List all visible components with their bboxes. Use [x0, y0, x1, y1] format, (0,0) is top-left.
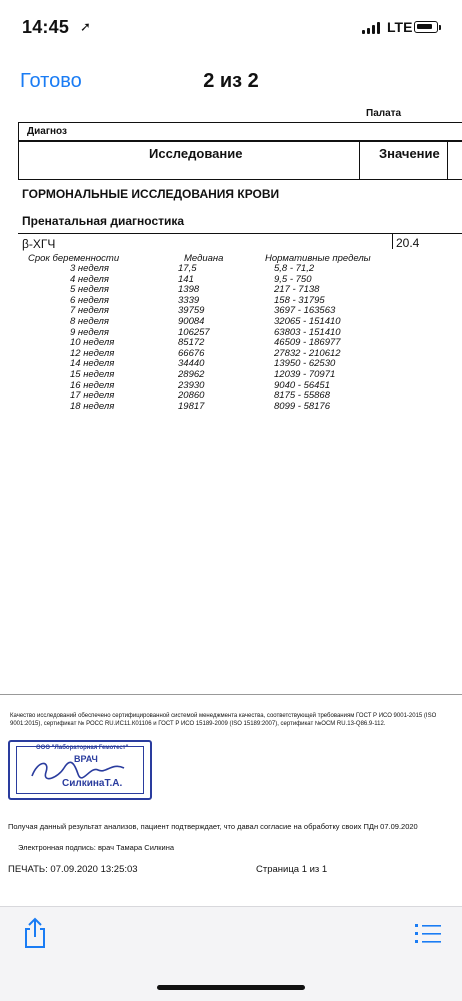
ward-label: Палата [366, 108, 402, 119]
diagnosis-label: Диагноз [27, 126, 67, 137]
test-name: β-ХГЧ [22, 237, 56, 251]
location-arrow-icon: ➚ [80, 19, 91, 34]
table-row: 15 неделя 28962 12039 - 70971 [70, 369, 336, 380]
subsection-title: Пренатальная диагностика [22, 214, 185, 228]
quality-note: Качество исследований обеспечено сертифицированной системой менеджмента качества, соответствующей требованиям ГОСТ Р ИСО 9001-2015 (ISO 9001:2015), сертификат № РОСС RU.ИС11.К01106 и ГОСТ Р ИСО 15189-2009 (ISO 15189:2007), сертификат №ОСМ RU.13-Q86.9-112. [10, 713, 437, 727]
document-page[interactable] [0, 106, 462, 906]
table-row: 3 неделя 17,5 5,8 - 71,2 [70, 263, 315, 274]
print-date: ПЕЧАТЬ: 07.09.2020 13:25:03 [8, 864, 138, 875]
col-value: Значение [379, 146, 440, 161]
col-study: Исследование [149, 146, 243, 161]
table-row: 10 неделя 85172 46509 - 186977 [70, 337, 341, 349]
table-row: 6 неделя 3339 158 - 31795 [70, 294, 325, 306]
table-row: 8 неделя 90084 32065 - 151410 [70, 316, 341, 327]
table-row: 9 неделя 106257 63803 - 151410 [70, 326, 341, 338]
status-bar [0, 0, 462, 56]
diagnosis-row [18, 122, 462, 142]
table-row: 18 неделя 19817 8099 - 58176 [70, 400, 330, 412]
nav-bar [0, 56, 462, 106]
table-row: 4 неделя 141 9,5 - 750 [70, 273, 312, 285]
section-title: ГОРМОНАЛЬНЫЕ ИССЛЕДОВАНИЯ КРОВИ [22, 187, 280, 201]
signal-icon [362, 22, 380, 34]
status-time: 14:45 [22, 17, 70, 37]
list-icon[interactable] [414, 921, 442, 945]
page-number: Страница 1 из 1 [256, 864, 328, 875]
esign-text: Электронная подпись: врач Тамара Силкина [18, 843, 175, 852]
home-indicator [157, 985, 305, 990]
test-value: 20.4 [396, 236, 420, 250]
done-button[interactable]: Готово [20, 70, 82, 92]
page-counter: 2 из 2 [203, 70, 259, 92]
battery-icon [414, 21, 438, 33]
share-icon[interactable] [20, 917, 50, 949]
carrier-label: LTE [387, 19, 413, 35]
table-header-row [18, 140, 462, 180]
table-row: 12 неделя 66676 27832 - 210612 [70, 347, 341, 359]
table-row: 5 неделя 1398 217 - 7138 [70, 284, 320, 296]
bottom-toolbar [0, 906, 462, 1001]
reference-table-header: Срок беременности Медиана Нормативные пределы [28, 253, 371, 264]
table-row: 14 неделя 34440 13950 - 62530 [70, 358, 336, 370]
consent-text: Получая данный результат анализов, пациент подтверждает, что давал согласие на обработку своих ПДн 07.09.2020 [8, 822, 418, 831]
doctor-stamp: ООО "Лабораторная Гемотест" ВРАЧ СилкинаТ.А. [8, 740, 152, 800]
table-row: 7 неделя 39759 3697 - 163563 [70, 305, 336, 317]
table-row: 17 неделя 20860 8175 - 55868 [70, 390, 330, 402]
table-row: 16 неделя 23930 9040 - 56451 [70, 379, 330, 391]
